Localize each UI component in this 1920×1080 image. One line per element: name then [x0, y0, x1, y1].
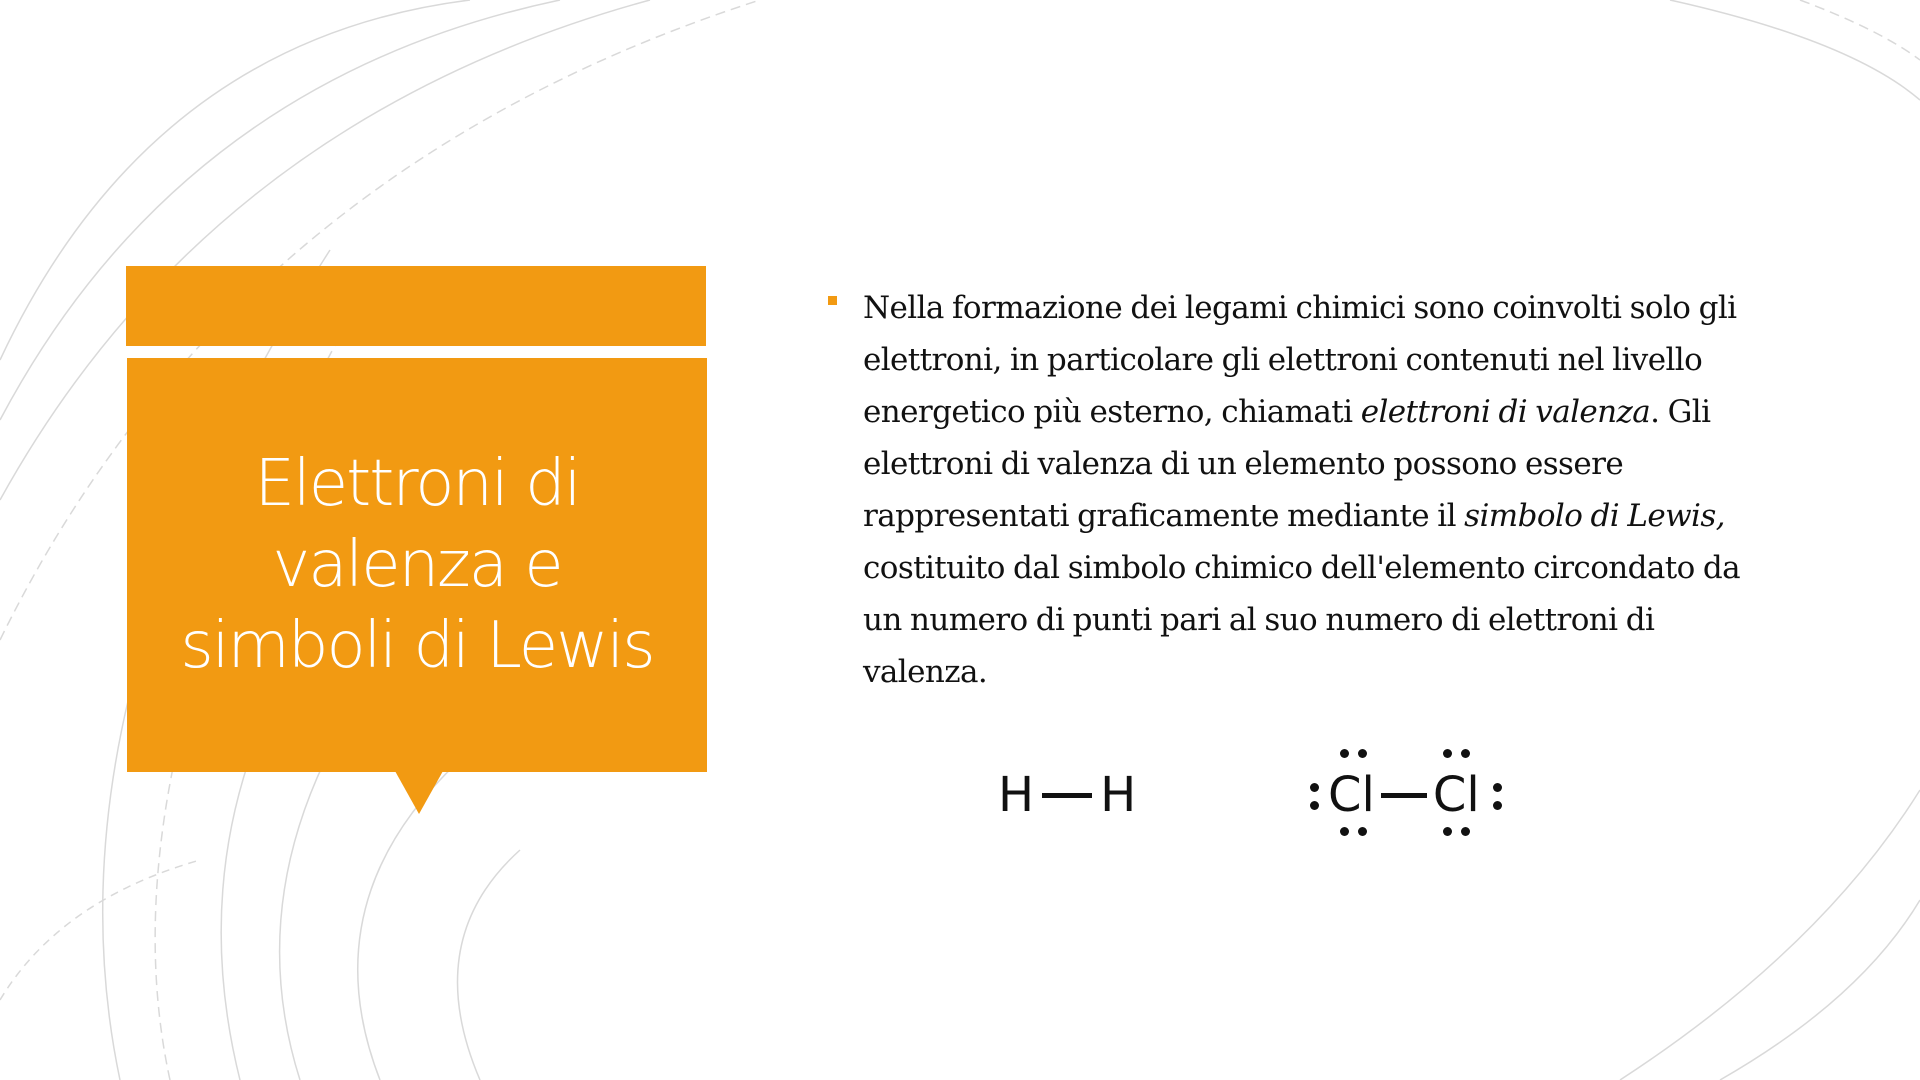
lone-pair-dot	[1461, 827, 1470, 836]
lone-pair-dot	[1310, 801, 1319, 810]
lone-pair-dot	[1461, 749, 1470, 758]
cl2-right-atom	[1432, 767, 1480, 823]
h2-lewis-structure	[998, 730, 1136, 860]
h2-right-atom: H	[1100, 767, 1137, 823]
lone-pair-dot	[1443, 827, 1452, 836]
lewis-structures-figure	[980, 730, 1540, 880]
para-text-3: costituito dal simbolo chimico dell'elemento circondato da un numero di punti pari al suo numero di elettroni di valenza.	[863, 550, 1741, 690]
lone-pair-dot	[1358, 749, 1367, 758]
lone-pair-dot	[1493, 801, 1502, 810]
slide-title	[147, 444, 687, 687]
cl2-lewis-structure	[1310, 730, 1480, 860]
title-box	[127, 358, 707, 772]
title-callout-pointer	[395, 771, 443, 814]
lone-pair-dot	[1443, 749, 1452, 758]
cl2-left-atom	[1328, 767, 1375, 823]
para-text-1: Nella formazione dei legami chimici sono coinvolti solo gli elettroni, in particolare gli elettroni contenuti nel livello energetico più esterno, chiamati	[863, 290, 1737, 430]
cl2-left-atom-label: Cl	[1328, 767, 1375, 823]
title-line-3: simboli di Lewis	[180, 608, 654, 683]
title-line-1: Elettroni di	[254, 446, 580, 521]
lone-pair-dot	[1358, 827, 1367, 836]
h2-left-atom: H	[998, 767, 1035, 823]
title-accent-strip	[126, 266, 706, 346]
para-italic-valence: elettroni di valenza	[1360, 394, 1651, 430]
para-italic-lewis: simbolo di Lewis,	[1464, 498, 1725, 534]
lone-pair-dot	[1340, 827, 1349, 836]
square-bullet-icon	[828, 296, 837, 305]
cl2-single-bond	[1381, 793, 1427, 798]
lone-pair-dot	[1310, 783, 1319, 792]
para-text-2: . Gli elettroni di valenza di un elemento possono essere rappresentati graficamente mediante il	[863, 394, 1711, 534]
bullet-paragraph	[863, 282, 1783, 698]
bullet-content	[828, 282, 1788, 698]
cl2-right-atom-label: Cl	[1432, 767, 1480, 823]
lone-pair-dot	[1340, 749, 1349, 758]
lone-pair-dot	[1493, 783, 1502, 792]
h2-single-bond	[1042, 793, 1092, 798]
title-line-2: valenza e	[272, 527, 562, 602]
